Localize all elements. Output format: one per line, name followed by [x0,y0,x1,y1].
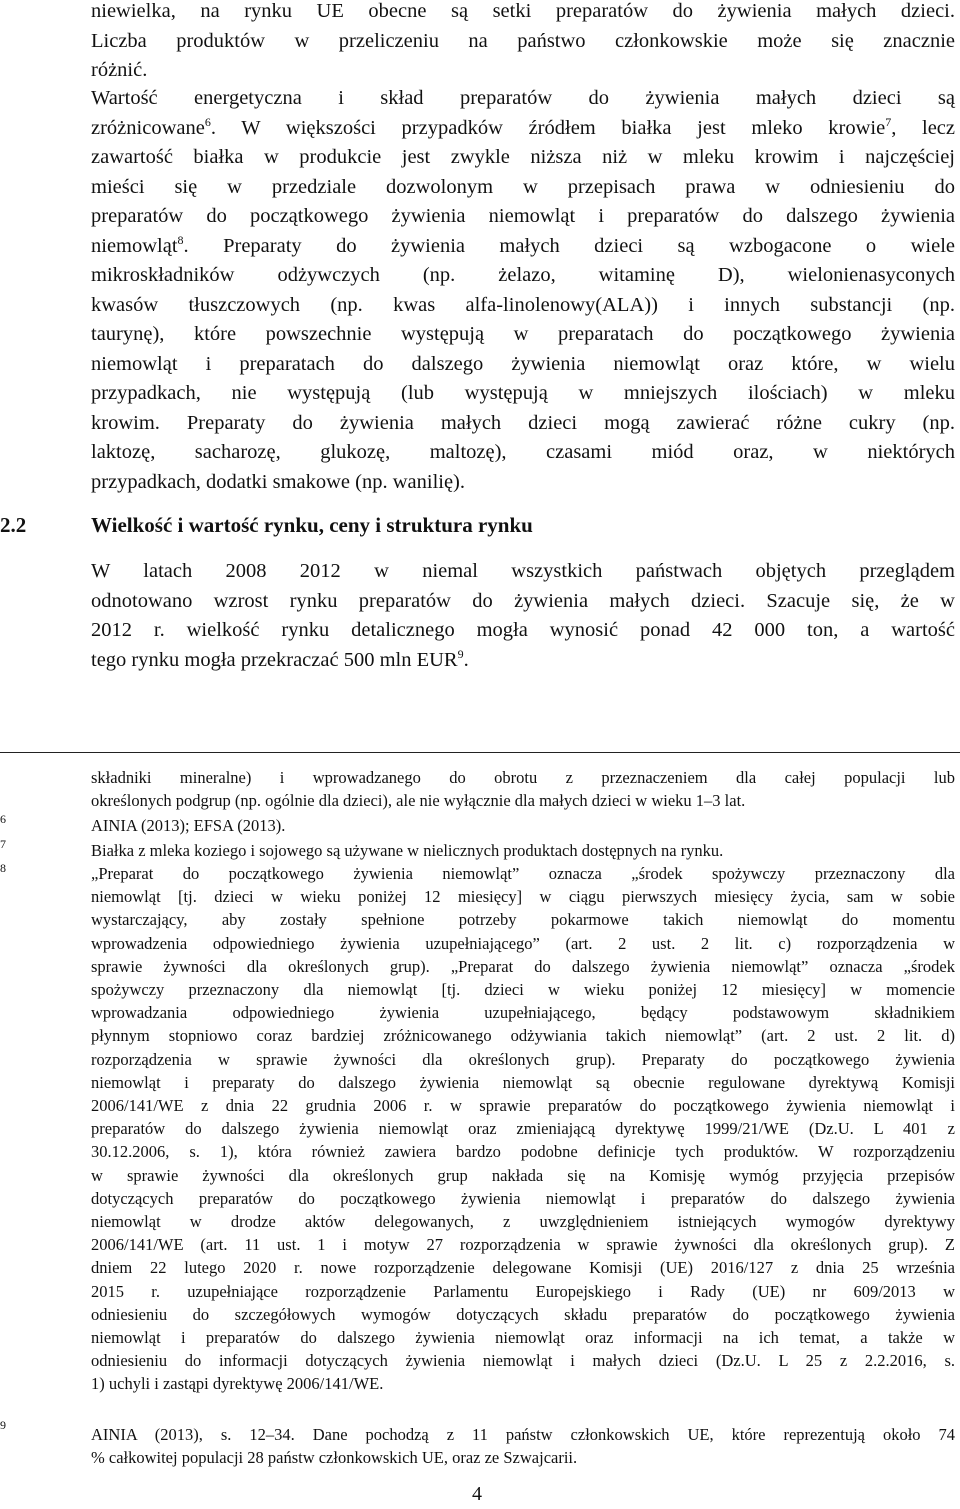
footnote-ref-8[interactable]: 8 [177,232,184,247]
text-line: odniesieniu do szczegółowych wymogów dotyczących składu preparatów do początkowego żywienia [91,1304,955,1324]
paragraph-intro [91,0,955,86]
text-line: zawartość białka w produkcie jest zwykle niższa niż w mleku krowim i najczęściej [91,146,955,168]
text-line: niemowląt i preparaty do dalszego żywienia niemowląt są obecnie regulowane dyrektywą Komisji [91,1072,955,1092]
text-line: w sprawie żywności dla określonych grup nakłada się na Komisję wymóg przyjęcia przepisów [91,1165,955,1185]
text-line: różnić. [91,59,148,81]
text-line: AINIA (2013); EFSA (2013). [91,816,286,835]
footnote-number-7: 7 [0,837,6,851]
text-run: niemowląt [91,234,178,257]
section-title: Wielkość i wartość rynku, ceny i struktura rynku [91,513,533,537]
text-line: „Preparat do początkowego żywienia niemowląt” oznacza „środek spożywczy przeznaczony dla [91,864,955,883]
paragraph-composition [91,84,955,497]
text-line: 1) uchyli i zastąpi dyrektywę 2006/141/WE. [91,1374,384,1394]
text-line: 30.12.2006, s. 1), która również zawiera bardzo podobne definicje tych produktów. W rozporządzeniu [91,1142,955,1162]
text-line: niemowląt [tj. dzieci w wieku poniżej 12 miesięcy] w ciągu pierwszych miesięcy życia, sam w sobie [91,887,955,907]
text-line: określonych podgrup (np. ogólnie dla dzieci), ale nie wyłącznie dla małych dzieci w wieku 1–3 lat. [91,790,746,810]
text-run: zróżnicowane [91,116,205,139]
text-line: 2015 r. uzupełniające rozporządzenie Parlamentu Europejskiego i Rady (UE) nr 609/2013 w [91,1281,955,1301]
text-line: wprowadzania odpowiedniego żywienia uzupełniającego, będący podstawowym składnikiem [91,1003,955,1023]
text-line: Białka z mleka koziego i sojowego są używane w nielicznych produktach dostępnych na rynku. [91,841,724,860]
text-line [91,114,955,144]
text-line: Wartość energetyczna i skład preparatów do żywienia małych dzieci są [91,87,955,109]
text-line: AINIA (2013), s. 12–34. Dane pochodzą z 11 państw członkowskich UE, które reprezentują około 74 [91,1425,955,1444]
text-line [91,232,955,262]
text-line: sprawie żywności dla określonych grup). „Preparat do dalszego żywienia niemowląt” oznacza „środek [91,956,955,976]
text-line: niemowląt w drodze aktów delegowanych, z uwzględnieniem istniejących wymogów dyrektywy [91,1212,955,1232]
text-line: 2006/141/WE z dnia 22 grudnia 2006 r. w sprawie preparatów do początkowego żywienia niemowląt i [91,1096,955,1116]
text-line: % całkowitej populacji 28 państw członkowskich UE, oraz ze Szwajcarii. [91,1447,578,1467]
text-line: płynnym stopniowo coraz bardziej zróżnicowanego odżywiania takich niemowląt” (art. 2 ust. 2 lit. d) [91,1026,955,1046]
text-line: preparatów do dalszego żywienia niemowląt oraz zmieniającą dyrektywę 1999/21/WE (Dz.U. L 401 z [91,1119,955,1139]
text-line: 2012 r. wielkość rynku detalicznego mogła wynosić ponad 42 000 ton, a wartość [91,619,955,641]
footnote-9 [91,1424,955,1469]
text-line: niewielka, na rynku UE obecne są setki preparatów do żywienia małych dzieci. [91,0,955,22]
footnote-ref-9[interactable]: 9 [457,646,464,661]
text-run: tego rynku mogła przekraczać 500 mln EUR [91,648,458,671]
footnote-ref-6[interactable]: 6 [204,114,211,129]
text-line: W latach 2008 2012 w niemal wszystkich państwach objętych przeglądem [91,560,955,582]
footnote-ref-7[interactable]: 7 [885,114,892,129]
text-line: preparatów do początkowego żywienia niemowląt i preparatów do dalszego żywienia [91,205,955,227]
text-line [91,646,955,676]
footnote-separator [0,752,960,753]
text-line: przypadkach, dodatki smakowe (np. wanilię). [91,470,466,493]
text-line: odnotowano wzrost rynku preparatów do żywienia małych dzieci. Szacuje się, że w [91,589,955,612]
text-line: niemowląt i preparatów do dalszego żywienia niemowląt oraz informacji na ich temat, a także w [91,1328,955,1348]
text-line: dotyczących preparatów do początkowego żywienia niemowląt i preparatów do dalszego żywienia [91,1188,955,1208]
text-run: . W większości przypadków źródłem białka jest mleko krowie [210,116,886,139]
text-line: mieści się w przedziale dozwolonym w przepisach prawa w odniesieniu do [91,175,955,198]
footnote-number-6: 6 [0,812,6,826]
text-line: taurynę), które powszechnie występują w preparatach do początkowego żywienia [91,323,955,345]
text-line: niemowląt i preparatach do dalszego żywienia niemowląt oraz które, w wielu [91,352,955,375]
text-run: . [463,648,469,671]
text-line: Liczba produktów w przeliczeniu na państwo członkowskie może się znacznie [91,29,955,52]
section-number: 2.2 [0,513,27,537]
text-line: laktozę, sacharozę, glukozę, maltozę), czasami miód oraz, w niektórych [91,441,955,463]
footnote-6 [91,815,955,838]
text-line: wprowadzenia odpowiedniego żywienia uzupełniającego” (art. 2 ust. 2 lit. c) rozporządzenia w [91,933,955,953]
footnote-number-9: 9 [0,1418,6,1432]
text-line: wystarczający, aby zostały spełnione potrzeby pokarmowe takich niemowląt do momentu [91,910,955,930]
paragraph-market [91,557,955,675]
text-line: krowim. Preparaty do żywienia małych dzieci mogą zawierać różne cukry (np. [91,411,955,434]
footnote-7 [91,840,955,863]
footnote-8 [91,862,955,1396]
text-line: rozporządzenia w sprawie żywności dla określonych grup). Preparaty do początkowego żywienia [91,1049,955,1069]
text-run: , lecz [891,116,955,139]
text-line: 2006/141/WE (art. 11 ust. 1 i motyw 27 rozporządzenia w sprawie żywności dla określonych grup). Z [91,1235,955,1255]
footnote-continuation [91,767,955,812]
text-line: przypadkach, nie występują (lub występują w mniejszych ilościach) w mleku [91,382,955,404]
text-line: spożywczy przeznaczony dla niemowląt [tj. dzieci w wieku poniżej 12 miesięcy] w momencie [91,980,955,1000]
footnote-number-8: 8 [0,861,6,875]
text-line: odniesieniu do informacji dotyczących żywienia niemowląt i małych dzieci (Dz.U. L 25 z 2.2.2016, s. [91,1351,955,1371]
text-line: mikroskładników odżywczych (np. żelazo, witaminę D), wielonienasyconych [91,264,955,286]
text-run: . Preparaty do żywienia małych dzieci są wzbogacone o wiele [183,234,955,257]
text-line: składniki mineralne) i wprowadzanego do obrotu z przeznaczeniem dla całej populacji lub [91,768,955,787]
page-number: 4 [472,1483,482,1505]
text-line: dniem 22 lutego 2020 r. nowe rozporządzenie delegowane Komisji (UE) 2016/127 z dnia 25 września [91,1258,955,1278]
text-line: kwasów tłuszczowych (np. kwas alfa-linolenowy(ALA)) i innych substancji (np. [91,293,955,316]
